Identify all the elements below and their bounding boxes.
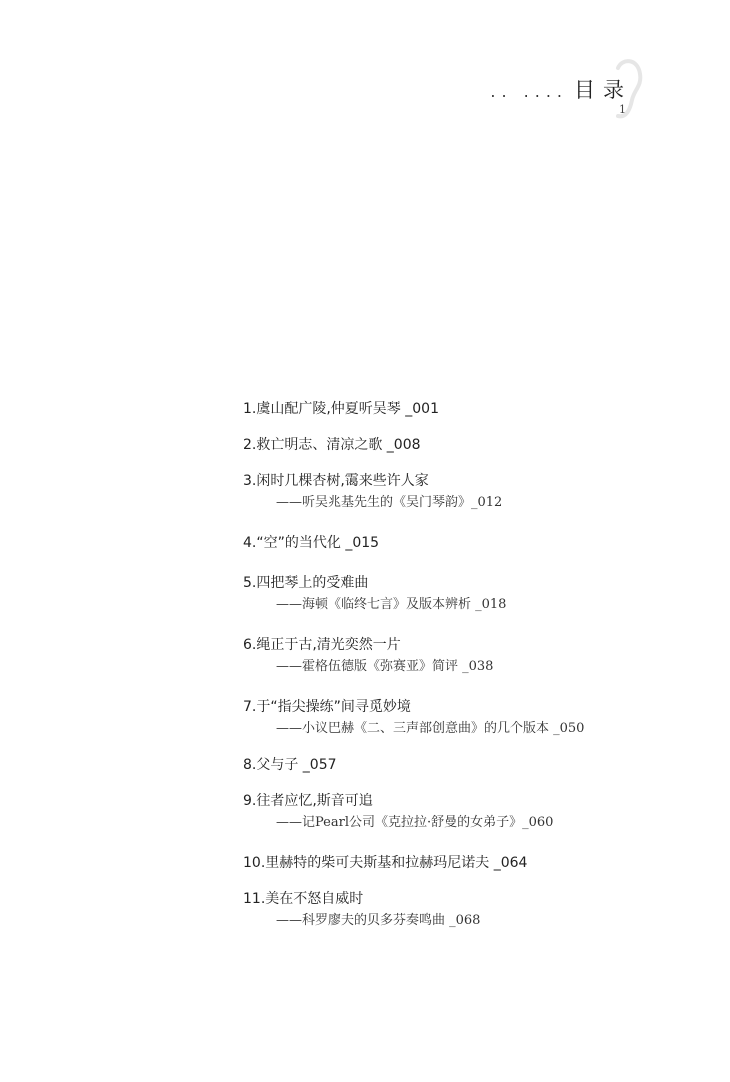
toc-entry-subtitle: ——听吴兆基先生的《吴门琴韵》_012 <box>276 495 503 510</box>
ear-icon <box>608 56 644 126</box>
toc-entry-title: 11.美在不怒自威时 <box>243 891 364 907</box>
header-dots: .. .... <box>490 82 568 101</box>
toc-entry-subtitle: ——霍格伍德版《弥赛亚》简评 _038 <box>276 659 494 674</box>
toc-entry-8[interactable] <box>243 754 683 776</box>
toc-entry-title: 6.绳正于古,清光奕然一片 <box>243 637 401 653</box>
toc-entry-9[interactable] <box>243 790 683 834</box>
toc-entry-3[interactable] <box>243 470 683 514</box>
toc-entry-11[interactable] <box>243 888 683 932</box>
toc-entry-title: 4.“空”的当代化 _015 <box>243 535 380 551</box>
toc-entry-title: 3.闲时几棵杏树,霭来些许人家 <box>243 473 429 489</box>
toc-entry-title: 1.虞山配广陵,仲夏听吴琴 _001 <box>243 401 439 417</box>
page-title: 目录 <box>574 78 632 102</box>
toc-entry-subtitle: ——记Pearl公司《克拉拉·舒曼的女弟子》_060 <box>276 815 554 830</box>
toc-entry-1[interactable] <box>243 398 683 420</box>
toc-entry-subtitle: ——小议巴赫《二、三声部创意曲》的几个版本 _050 <box>276 721 585 736</box>
table-of-contents <box>243 398 683 946</box>
toc-entry-title: 10.里赫特的柴可夫斯基和拉赫玛尼诺夫 _064 <box>243 855 528 871</box>
toc-entry-title: 5.四把琴上的受难曲 <box>243 575 369 591</box>
toc-entry-title: 9.往者应忆,斯音可追 <box>243 793 373 809</box>
toc-entry-5[interactable] <box>243 572 683 616</box>
toc-entry-2[interactable] <box>243 434 683 456</box>
toc-entry-subtitle: ——海顿《临终七言》及版本辨析 _018 <box>276 597 507 612</box>
toc-entry-subtitle: ——科罗廖夫的贝多芬奏鸣曲 _068 <box>276 913 481 928</box>
page-number: 1 <box>619 103 626 116</box>
toc-entry-title: 7.于“指尖操练”间寻觅妙境 <box>243 699 411 715</box>
toc-entry-title: 8.父与子 _057 <box>243 757 337 773</box>
toc-entry-title: 2.救亡明志、清凉之歌 _008 <box>243 437 421 453</box>
toc-entry-10[interactable] <box>243 852 683 874</box>
toc-entry-7[interactable] <box>243 696 683 740</box>
toc-entry-4[interactable] <box>243 532 683 554</box>
toc-entry-6[interactable] <box>243 634 683 678</box>
